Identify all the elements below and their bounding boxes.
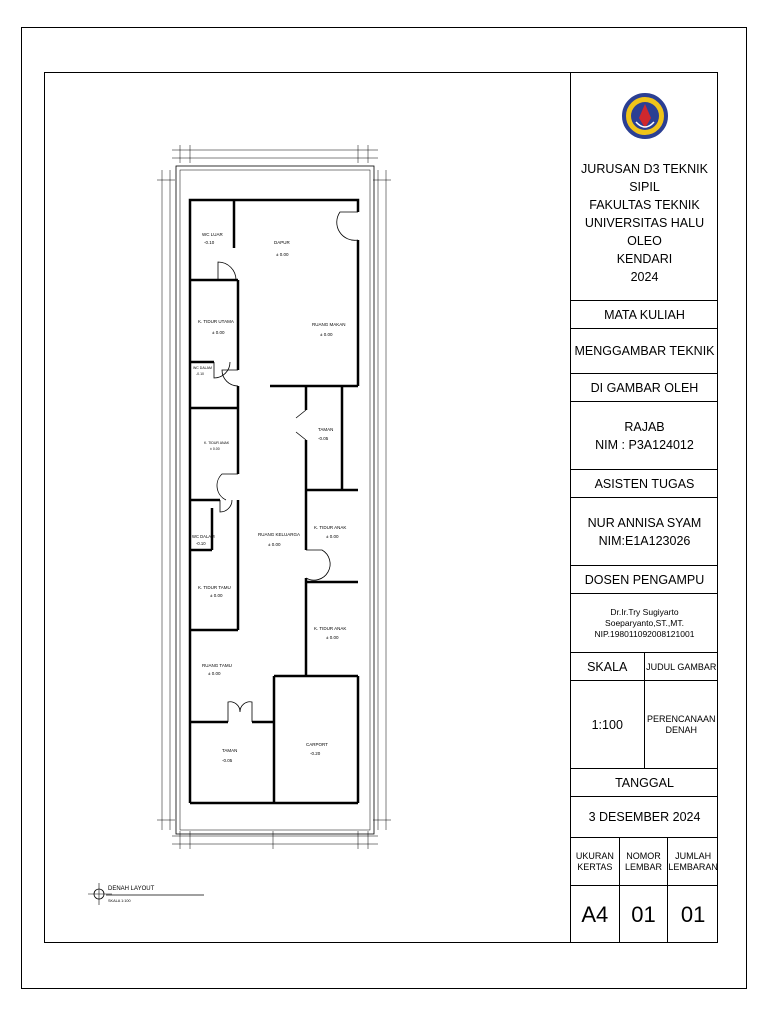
institution-line: 2024 <box>630 270 659 284</box>
scale-title-header <box>571 653 718 681</box>
room-name: TAMAN <box>222 748 238 753</box>
assistant-value: NUR ANNISA SYAM NIM:E1A123026 <box>571 498 718 566</box>
walls <box>190 200 358 803</box>
lecturer-label: DOSEN PENGAMPU <box>571 566 718 594</box>
sheet-no-label: NOMOR LEMBAR <box>620 838 669 885</box>
title-block <box>570 72 718 943</box>
room-level: ± 0.00 <box>326 534 339 539</box>
sheet-no-value: 01 <box>620 886 669 943</box>
paper-size-value: A4 <box>571 886 620 943</box>
room-level: ± 0.00 <box>276 252 289 257</box>
sheet-info-header <box>571 838 718 886</box>
sheet-count-label: JUMLAH LEMBARAN <box>668 850 718 872</box>
course-value: MENGGAMBAR TEKNIK <box>571 329 718 374</box>
drawing-title-value: PERENCANAAN DENAH <box>646 713 716 735</box>
scale-label: SKALA <box>571 653 645 680</box>
drawing-title-label: JUDUL GAMBAR <box>646 661 717 672</box>
room-name: RUANG MAKAN <box>312 322 346 327</box>
room-name: K. TIDUR UTAMA <box>198 319 234 324</box>
date-value: 3 DESEMBER 2024 <box>571 797 718 838</box>
room-name: K. TIDUR ANAK <box>204 441 230 445</box>
room-level: ± 0.00 <box>210 593 223 598</box>
assistant-label: ASISTEN TUGAS <box>571 470 718 498</box>
institution-line: JURUSAN D3 TEKNIK SIPIL <box>581 162 708 194</box>
room-level: -0.05 <box>318 436 329 441</box>
room-level: ± 0.00 <box>210 447 220 451</box>
sheet-count-value: 01 <box>680 901 706 927</box>
sheet-info-values <box>571 886 718 943</box>
room-name: RUANG KELUARGA <box>258 532 301 537</box>
room-labels <box>192 232 346 763</box>
room-level: -0.10 <box>196 541 206 546</box>
drawn-by-value: RAJAB NIM : P3A124012 <box>571 402 718 470</box>
room-level: ± 0.00 <box>208 671 221 676</box>
plan-caption-scale: SKALA 1:100 <box>108 899 131 903</box>
room-name: CARPORT <box>306 742 328 747</box>
room-level: -0.10 <box>196 372 204 376</box>
room-name: WC DALAM <box>192 534 215 539</box>
institution-line: KENDARI <box>616 252 673 266</box>
room-name: K. TIDUR ANAK <box>314 525 347 530</box>
institution-line: UNIVERSITAS HALU OLEO <box>584 216 705 248</box>
room-name: WC DALAM <box>193 366 212 370</box>
date-label: TANGGAL <box>571 769 718 797</box>
scale-title-values <box>571 681 718 769</box>
room-name: TAMAN <box>318 427 334 432</box>
lecturer-value: Dr.Ir.Try Sugiyarto Soeparyanto,ST.,MT. NIP.198011092008121001 <box>571 594 718 653</box>
scale-value: 1:100 <box>571 681 645 768</box>
course-label: MATA KULIAH <box>571 301 718 329</box>
room-level: -0.05 <box>222 758 233 763</box>
paper-size-label: UKURAN KERTAS <box>571 838 620 885</box>
room-name: K. TIDUR TAMU <box>198 585 231 590</box>
room-name: K. TIDUR ANAK <box>314 626 347 631</box>
room-level: ± 0.00 <box>268 542 281 547</box>
university-logo <box>622 86 668 146</box>
institution-cell <box>571 72 718 301</box>
room-level: ± 0.00 <box>326 635 339 640</box>
room-level: -0.20 <box>310 751 321 756</box>
plan-caption <box>88 883 204 905</box>
drawn-by-label: DI GAMBAR OLEH <box>571 374 718 402</box>
room-level: ± 0.00 <box>212 330 225 335</box>
room-name: RUANG TAMU <box>202 663 232 668</box>
doors <box>214 212 358 722</box>
room-level: -0.10 <box>204 240 215 245</box>
plan-caption-title: DENAH LAYOUT <box>108 886 155 892</box>
room-name: WC LUAR <box>202 232 223 237</box>
room-name: DAPUR <box>274 240 290 245</box>
institution-line: FAKULTAS TEKNIK <box>589 198 700 212</box>
room-level: ± 0.00 <box>320 332 333 337</box>
